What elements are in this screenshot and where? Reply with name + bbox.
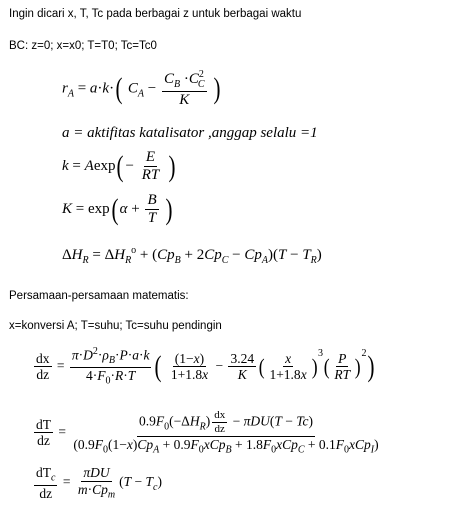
enthalpy-equation: $\Delta H_R = \Delta H_R^o + (Cp_B + 2Cp_C - Cp_A)(T - T_R)$ [62,245,322,266]
dTc-dz-equation: $\frac{dT_c}{dz}$ = $\frac{\text{πDU}}{m\cdot Cp_m}$ $(T - T_c)$ [36,465,162,501]
activity-equation: a = aktifitas katalisator ,anggap selalu =1 [62,125,318,141]
boundary-conditions: BC: z=0; x=x0; T=T0; Tc=Tc0 [9,40,157,52]
dT-dz-equation: $\frac{dT}{dz}$ = $0.9F_0(-\Delta H_R)$ $\frac{dx}{dz}$ − πDU(T − Tc) $(0.9F_0(1-x)Cp_A + 0.9F_0xCp_B + 1.8F_0xCp_C + 0.1F_0xCp_I)$ [36,409,379,456]
variable-definitions: x=konversi A; T=suhu; Tc=suhu pendingin [9,320,222,332]
k-equation: k = Aexp( − $\frac{E}{RT}$ ) [62,149,176,183]
intro-text: Ingin dicari x, T, Tc pada berbagai z untuk berbagai waktu [9,8,302,20]
rate-equation: $r_A = a\cdot k\cdot$( $C_A$ − $\frac{C_B \cdot C^2_C}{K}$ ) [62,69,221,108]
dx-dz-equation: $\frac{dx}{dz}$ = $\frac{\pi\cdot D^2\cdot\rho_B\cdot P\cdot a\cdot k}{4\cdot F_0\cdot R\cdot T}$ ( $\frac{(1-x)}{1+1.8x}$ − $\frac{3.24}{K}$ ( $\frac{x}{1+1.8x}$ )$^3$( $\frac{P}{RT}$ )$^2$) [36,346,375,387]
K-equation: K = exp( α + $\frac{B}{T}$ ) [62,192,173,226]
section-heading: Persamaan-persamaan matematis: [9,290,189,302]
